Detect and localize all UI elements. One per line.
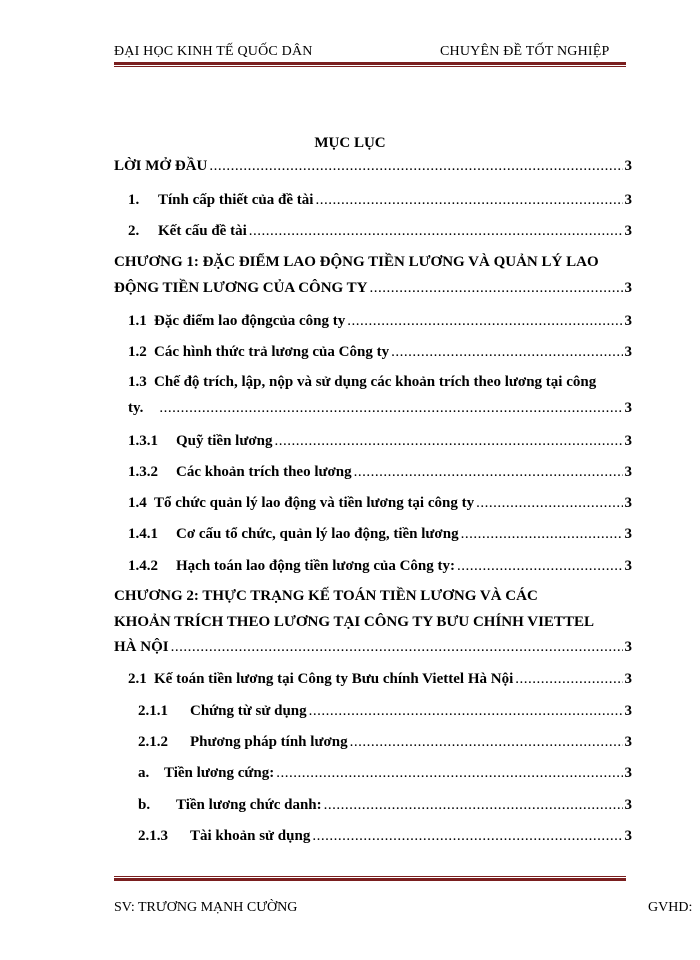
toc-entry-text: Chế độ trích, lập, nộp và sử dụng các khoản trích theo lương tại công	[154, 374, 597, 390]
toc-page-number: 3	[624, 223, 632, 239]
toc-entry-number: a.	[138, 765, 150, 781]
leader-dots	[275, 433, 623, 450]
footer-rule	[114, 876, 626, 881]
toc-entry-number: 1.	[128, 192, 140, 208]
header-university: ĐẠI HỌC KINH TẾ QUỐC DÂN	[114, 44, 313, 59]
leader-dots	[309, 703, 623, 720]
toc-entry-text: Các hình thức trả lương của Công ty	[154, 344, 390, 360]
toc-entry-text: Kết cấu đề tài	[158, 223, 247, 239]
toc-entry-text: Chứng từ sử dụng	[190, 703, 307, 719]
toc-entry-number: 1.3.2	[128, 464, 158, 480]
toc-page-number: 3	[624, 703, 632, 719]
leader-dots	[276, 765, 622, 782]
toc-entry-intro[interactable]	[114, 158, 632, 175]
toc-entry-text: Hạch toán lao động tiền lương của Công ty:	[176, 558, 456, 574]
toc-page-number: 3	[624, 797, 632, 813]
toc-entry-1-4-1[interactable]	[128, 526, 632, 543]
toc-entry-number: 1.4.1	[128, 526, 158, 542]
toc-entry-1-3-line1[interactable]	[128, 374, 596, 391]
toc-entry-2[interactable]	[128, 223, 632, 240]
leader-dots	[159, 400, 622, 417]
toc-page-number: 3	[624, 734, 632, 750]
leader-dots	[347, 313, 622, 330]
toc-entry-1-3-1[interactable]	[128, 433, 632, 450]
leader-dots	[350, 734, 623, 751]
toc-entry-text: Tính cấp thiết của đề tài	[158, 192, 314, 208]
toc-entry-text: Cơ cấu tổ chức, quản lý lao động, tiền lương	[176, 526, 459, 542]
toc-entry-number: b.	[138, 797, 151, 813]
toc-entry-2-1-3[interactable]	[138, 828, 632, 845]
toc-entry-1-2[interactable]	[128, 344, 632, 361]
toc-entry-number: 1.1	[128, 313, 147, 329]
toc-page-number: 3	[624, 400, 632, 416]
leader-dots	[324, 797, 623, 814]
toc-entry-2-1-2-a[interactable]	[138, 765, 632, 782]
toc-entry-number: 2.1.3	[138, 828, 168, 844]
toc-entry-1-3[interactable]	[128, 400, 632, 417]
toc-entry-number: 2.	[128, 223, 140, 239]
toc-page-number: 3	[624, 280, 632, 296]
leader-dots	[315, 192, 622, 209]
toc-page-number: 3	[624, 526, 632, 542]
toc-entry-number: 2.1.1	[138, 703, 168, 719]
toc-entry-number: 2.1.2	[138, 734, 168, 750]
toc-page-number: 3	[624, 495, 632, 511]
toc-entry-number: 2.1	[128, 671, 147, 687]
toc-page-number: 3	[624, 344, 632, 360]
toc-entry-chapter-1[interactable]	[114, 280, 632, 297]
leader-dots	[171, 639, 623, 656]
toc-entry-number: 1.4.2	[128, 558, 158, 574]
toc-entry-2-1-1[interactable]	[138, 703, 632, 720]
leader-dots	[209, 158, 622, 175]
toc-entry-text: Kế toán tiền lương tại Công ty Bưu chính Viettel Hà Nội	[154, 671, 514, 687]
toc-entry-chapter-2[interactable]	[114, 639, 632, 656]
toc-entry-text: HÀ NỘI	[114, 639, 169, 655]
toc-entry-text: Quỹ tiền lương	[176, 433, 273, 449]
footer-student: SV: TRƯƠNG MẠNH CƯỜNG	[114, 900, 298, 915]
toc-page-number: 3	[624, 671, 632, 687]
footer-supervisor: GVHD:	[648, 900, 693, 915]
leader-dots	[249, 223, 623, 240]
toc-page-number: 3	[624, 192, 632, 208]
toc-entry-1-4[interactable]	[128, 495, 632, 512]
toc-entry-number: 1.4	[128, 495, 147, 511]
toc-entry-1-1[interactable]	[128, 313, 632, 330]
toc-entry-text: LỜI MỞ ĐẦU	[114, 158, 208, 174]
leader-dots	[354, 464, 623, 481]
leader-dots	[461, 526, 623, 543]
leader-dots	[391, 344, 622, 361]
toc-entry-2-1[interactable]	[128, 671, 632, 688]
toc-title: MỤC LỤC	[314, 135, 386, 151]
leader-dots	[312, 828, 622, 845]
toc-entry-text: Tổ chức quản lý lao động và tiền lương tại công ty	[154, 495, 475, 511]
toc-entry-number: 1.3.1	[128, 433, 158, 449]
toc-page-number: 3	[624, 765, 632, 781]
toc-entry-2-1-2[interactable]	[138, 734, 632, 751]
toc-entry-text: ty.	[128, 400, 144, 416]
toc-entry-1-4-2[interactable]	[128, 558, 632, 575]
toc-entry-text: Tiền lương chức danh:	[176, 797, 322, 813]
leader-dots	[515, 671, 622, 688]
toc-entry-text: Các khoản trích theo lương	[176, 464, 352, 480]
toc-chapter-2-line1[interactable]: CHƯƠNG 2: THỰC TRẠNG KẾ TOÁN TIỀN LƯƠNG VÀ CÁC	[114, 588, 538, 604]
toc-page-number: 3	[624, 828, 632, 844]
toc-entry-2-1-2-b[interactable]	[138, 797, 632, 814]
leader-dots	[457, 558, 622, 575]
toc-entry-text: Phương pháp tính lương	[190, 734, 348, 750]
toc-entry-text: ĐỘNG TIỀN LƯƠNG CỦA CÔNG TY	[114, 280, 368, 296]
toc-chapter-2-line2[interactable]: KHOẢN TRÍCH THEO LƯƠNG TẠI CÔNG TY BƯU CHÍNH VIETTEL	[114, 614, 594, 630]
toc-entry-text: Tài khoản sử dụng	[190, 828, 311, 844]
toc-entry-1[interactable]	[128, 192, 632, 209]
toc-entry-text: Đặc điểm lao độngcủa công ty	[154, 313, 346, 329]
leader-dots	[370, 280, 623, 297]
leader-dots	[476, 495, 622, 512]
toc-page-number: 3	[624, 158, 632, 174]
toc-entry-number: 1.2	[128, 344, 147, 360]
toc-page-number: 3	[624, 639, 632, 655]
toc-entry-number: 1.3	[128, 374, 147, 390]
toc-page-number: 3	[624, 313, 632, 329]
header-rule	[114, 62, 626, 67]
toc-page-number: 3	[624, 558, 632, 574]
toc-page-number: 3	[624, 433, 632, 449]
header-title: CHUYÊN ĐỀ TỐT NGHIỆP	[440, 44, 610, 59]
toc-entry-1-3-2[interactable]	[128, 464, 632, 481]
toc-page-number: 3	[624, 464, 632, 480]
toc-entry-text: Tiền lương cứng:	[164, 765, 275, 781]
toc-chapter-1-line1[interactable]: CHƯƠNG 1: ĐẶC ĐIỂM LAO ĐỘNG TIỀN LƯƠNG VÀ QUẢN LÝ LAO	[114, 254, 599, 270]
